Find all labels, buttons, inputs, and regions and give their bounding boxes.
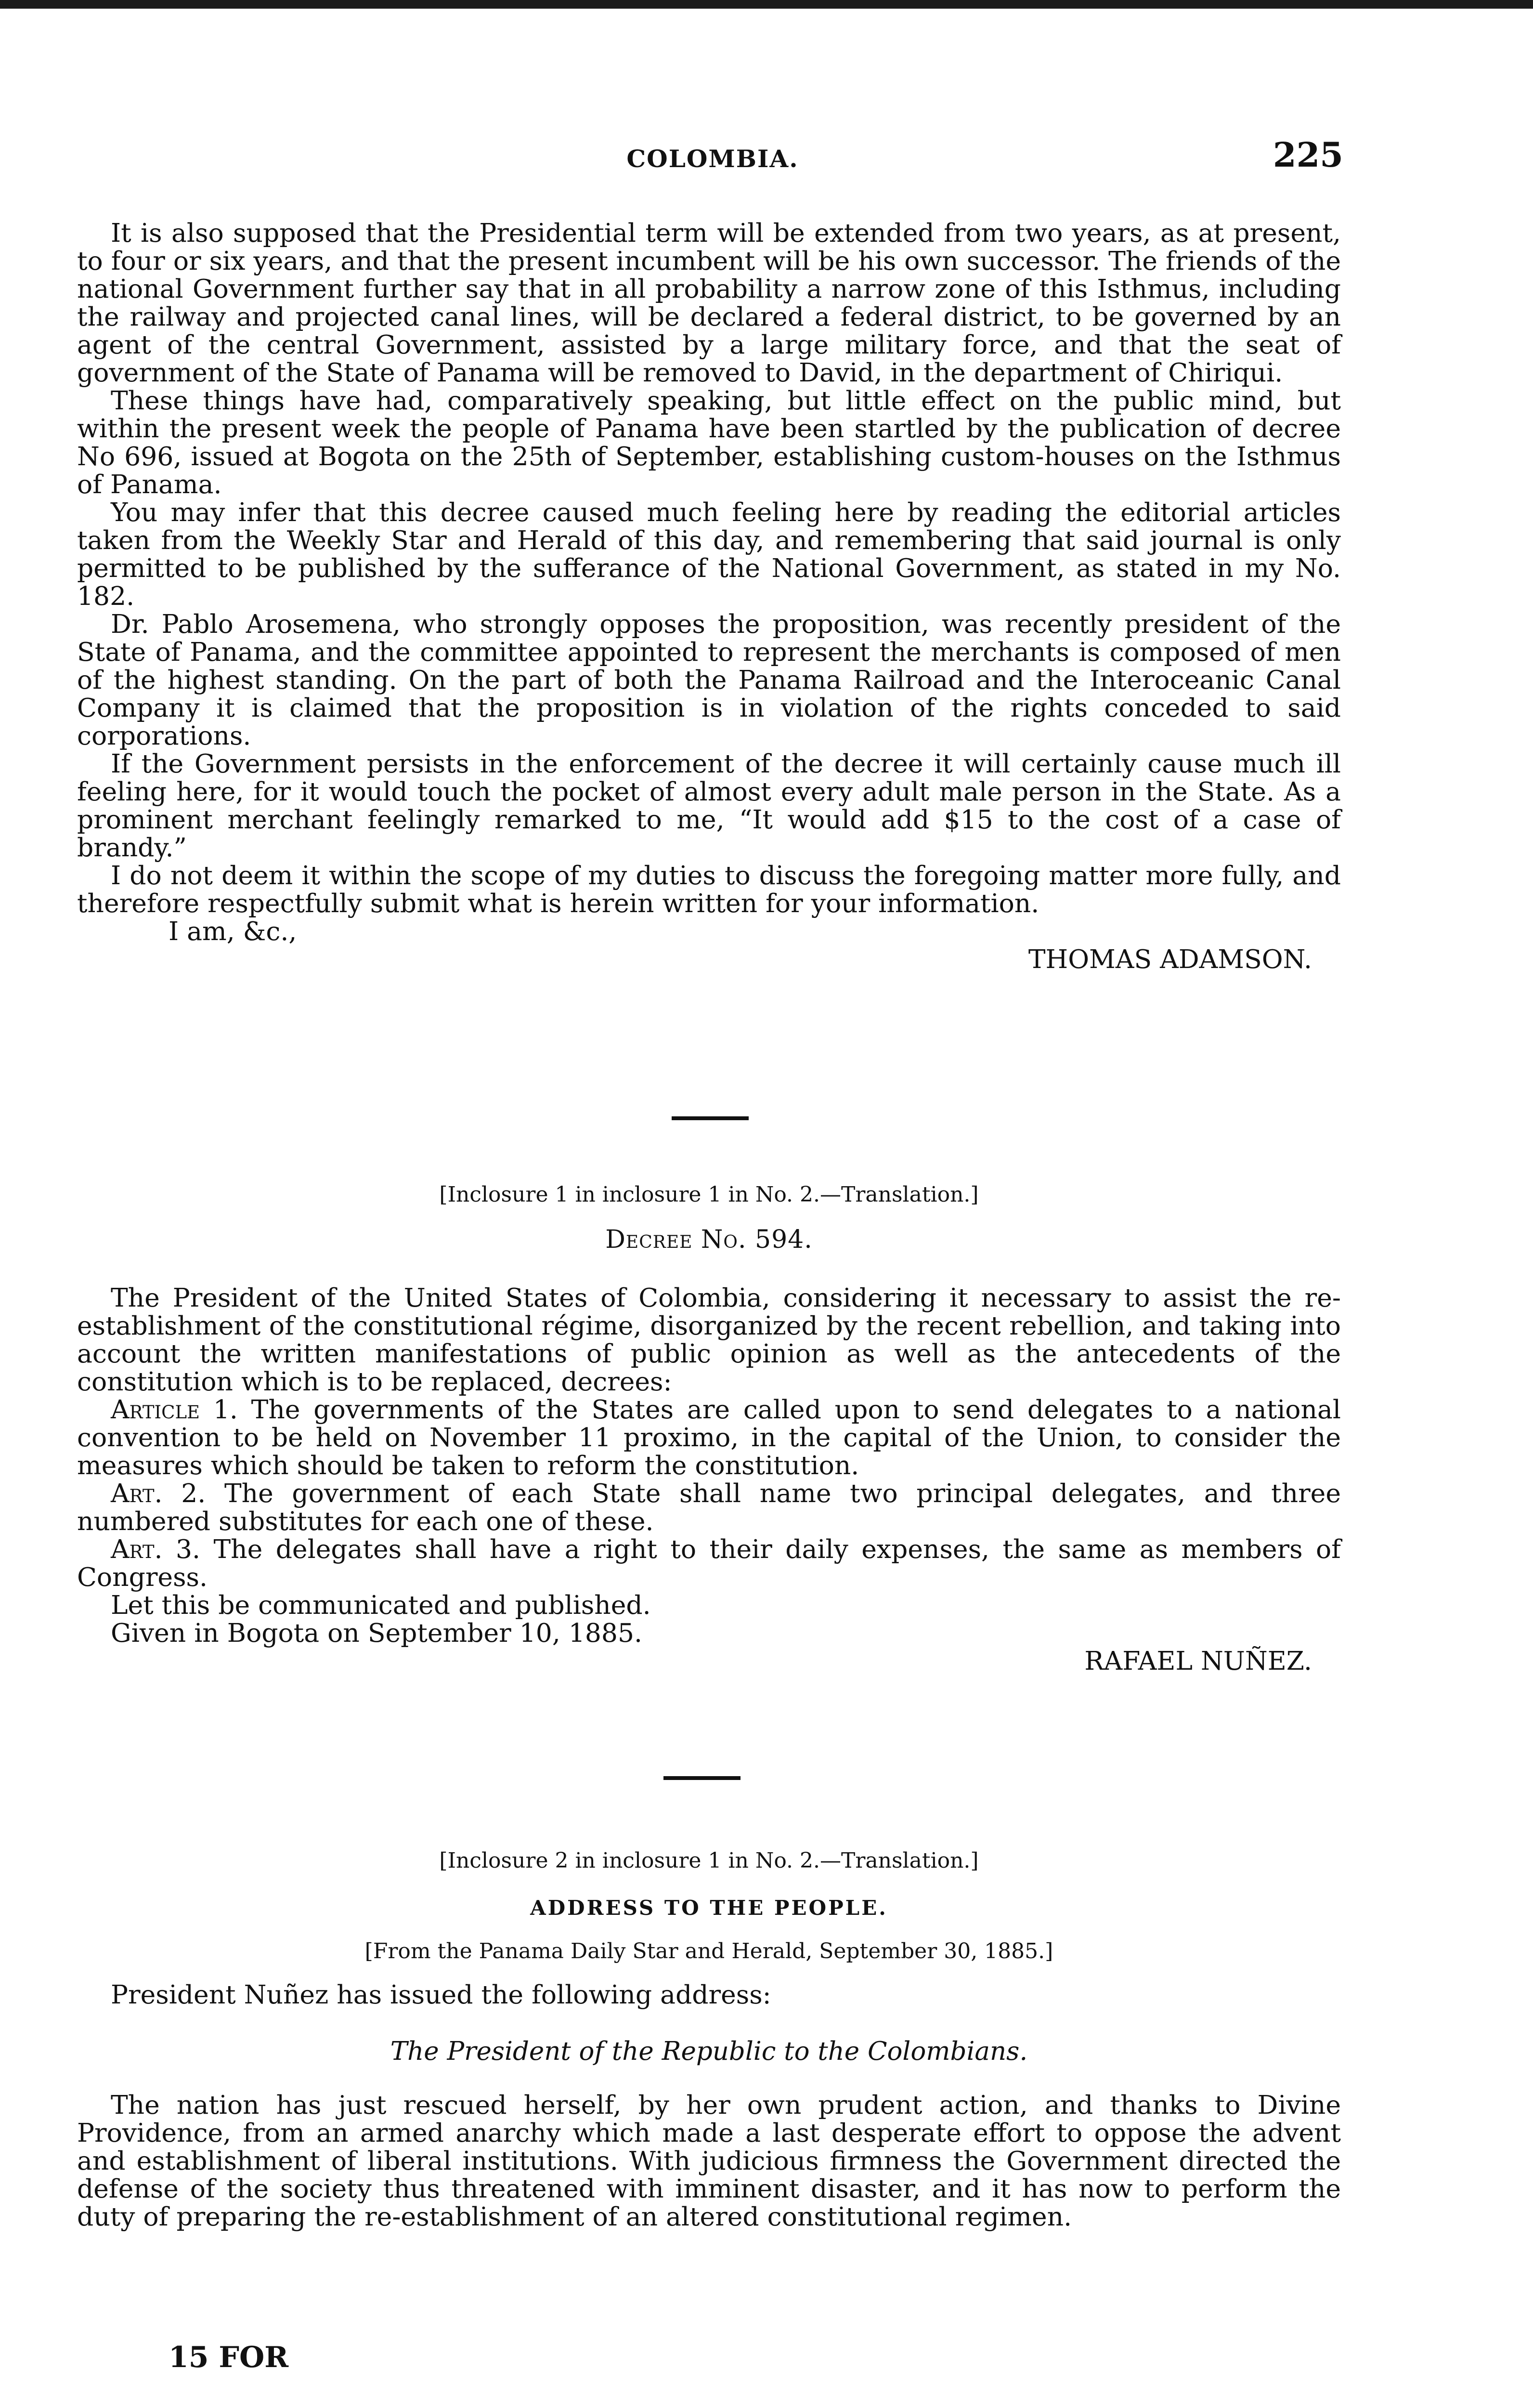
letter-paragraph: I do not deem it within the scope of my duties to discuss the foregoing matter more fully, and therefore respectfully submit what is herein written for your information. bbox=[77, 860, 1341, 918]
letter-paragraph: It is also supposed that the Presidential term will be extended from two years, as at present, to four or six years, and that the present incumbent will be his own successor. The friends of the national Government further say that in all probability a narrow zone of this Isthmus, including the railway and projected canal lines, will be declared a federal district, to be governed by an agent of the central Government, assisted by a large military force, and that the seat of government of the State of Panama will be removed to David, in the department of Chiriqui. bbox=[77, 218, 1341, 388]
article-text: The governments of the States are called upon to send delegates to a national convention to be held on November 11 proximo, in the capital of the Union, to consider the measures which should be taken to reform the constitution. bbox=[77, 1394, 1341, 1480]
address-section bbox=[77, 1848, 1341, 2231]
letter-paragraph: Dr. Pablo Arosemena, who strongly opposes the proposition, was recently president of the State of Panama, and the committee appointed to represent the merchants is composed of men of the highest standing. On the part of both the Panama Railroad and the Interoceanic Canal Company it is claimed that the proposition is in violation of the rights conceded to said corporations. bbox=[77, 609, 1341, 751]
decree-article-3 bbox=[77, 1535, 1341, 1591]
decree-publish-line: Let this be communicated and published. bbox=[111, 1590, 651, 1620]
top-border bbox=[0, 0, 1533, 9]
address-title: ADDRESS TO THE PEOPLE. bbox=[530, 1896, 888, 1920]
address-heading: The President of the Republic to the Colombians. bbox=[390, 2037, 1028, 2066]
address-source: [From the Panama Daily Star and Herald, September 30, 1885.] bbox=[364, 1939, 1053, 1963]
decree-given-line: Given in Bogota on September 10, 1885. bbox=[111, 1618, 643, 1648]
decree-article-1 bbox=[77, 1396, 1341, 1479]
address-inclosure-note: [Inclosure 2 in inclosure 1 in No. 2.—Translation.] bbox=[439, 1848, 979, 1873]
section-divider bbox=[663, 1776, 741, 1780]
letter-body bbox=[77, 219, 1341, 973]
article-label: Art. 3. bbox=[111, 1534, 201, 1564]
article-text: The government of each State shall name two principal delegates, and three numbered substitutes for each one of these. bbox=[77, 1478, 1341, 1536]
decree-inclosure-note: [Inclosure 1 in inclosure 1 in No. 2.—Translation.] bbox=[439, 1182, 979, 1207]
running-head: COLOMBIA. bbox=[626, 144, 799, 173]
decree-preamble: The President of the United States of Colombia, considering it necessary to assist the re-establishment of the constitutional régime, disorganized by the recent rebellion, and taking into account the written manifestations of public opinion as well as the antecedents of the constitution which is to be replaced, decrees: bbox=[77, 1283, 1341, 1397]
decree-section bbox=[77, 1182, 1341, 1675]
letter-closing: I am, &c., bbox=[169, 916, 297, 946]
decree-signature: RAFAEL NUÑEZ. bbox=[1084, 1646, 1312, 1676]
signature-mark: 15 FOR bbox=[169, 2341, 289, 2374]
letter-signature: THOMAS ADAMSON. bbox=[1028, 944, 1312, 974]
section-divider bbox=[672, 1116, 749, 1120]
page-header bbox=[77, 130, 1348, 188]
letter-paragraph: If the Government persists in the enforcement of the decree it will certainly cause much ill feeling here, for it would touch the pocket of almost every adult male person in the State. As a prominent merchant feelingly remarked to me, “It would add $15 to the cost of a case of brandy.” bbox=[77, 748, 1341, 863]
address-intro: President Nuñez has issued the following address: bbox=[111, 1979, 771, 2010]
article-label: Art. 2. bbox=[111, 1478, 206, 1508]
decree-title: Decree No. 594. bbox=[605, 1225, 813, 1254]
letter-paragraph: You may infer that this decree caused much feeling here by reading the editorial articles taken from the Weekly Star and Herald of this day, and remembering that said journal is only permitted to be published by the sufferance of the National Government, as stated in my No. 182. bbox=[77, 497, 1341, 611]
article-text: The delegates shall have a right to their daily expenses, the same as members of Congress. bbox=[77, 1534, 1341, 1592]
address-paragraph: The nation has just rescued herself, by her own prudent action, and thanks to Divine Providence, from an armed anarchy which made a last desperate effort to oppose the advent and establishment of liberal institutions. With judicious firmness the Government directed the defense of the society thus threatened with imminent disaster, and it has now to perform the duty of preparing the re-establishment of an altered constitutional regimen. bbox=[77, 2090, 1341, 2232]
decree-article-2 bbox=[77, 1479, 1341, 1535]
page-number: 225 bbox=[1273, 135, 1343, 175]
letter-paragraph: These things have had, comparatively speaking, but little effect on the public mind, but within the present week the people of Panama have been startled by the publication of decree No 696, issued at Bogota on the 25th of September, establishing custom-houses on the Isthmus of Panama. bbox=[77, 385, 1341, 499]
article-label: Article 1. bbox=[111, 1394, 238, 1425]
